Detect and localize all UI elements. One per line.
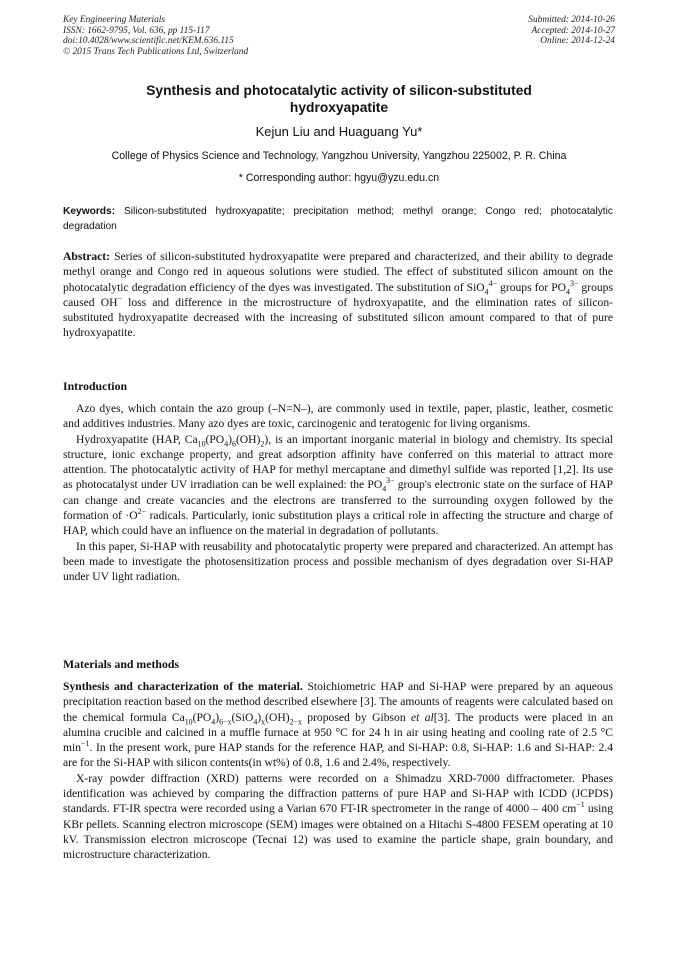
intro-p2-sub: 4: [224, 438, 229, 448]
copyright-line: © 2015 Trans Tech Publications Ltd, Switzerland: [63, 46, 249, 57]
methods-p1-sub: 4: [253, 716, 258, 726]
methods-p2-text: using KBr pellets. Scanning electron microscope (SEM) images were obtained on a Hitachi S-4800 FESEM operating at 10 kV. Transmission electron microscope (Tecnai 12) was used to examine the particle shape, grain boundary, and microstructure characterization.: [63, 802, 613, 862]
intro-p2-text: (PO: [205, 432, 225, 446]
intro-p2-text: Hydroxyapatite (HAP, Ca: [76, 432, 198, 446]
abstract: [63, 249, 613, 341]
corresponding-author[interactable]: * Corresponding author: hgyu@yzu.edu.cn: [238, 172, 440, 184]
intro-p2-sup: 3−: [386, 476, 395, 486]
accepted-date: Accepted: 2014-10-27: [531, 25, 615, 36]
methods-p1-sub: 2−x: [289, 716, 302, 726]
intro-p2-text: (OH): [235, 432, 261, 446]
keywords-text: Silicon-substituted hydroxyapatite; precipitation method; methyl orange; Congo red; photocatalytic degradation: [63, 206, 613, 232]
online-date: Online: 2014-12-24: [540, 36, 615, 47]
doi-line[interactable]: doi:10.4028/www.scientific.net/KEM.636.115: [63, 36, 234, 47]
intro-p2-text: ), is an important inorganic material in biology and chemistry. Its special structure, ionic exchange property, and great adsorption affinity have conferred on this material to attract more attention. The photocatalytic activity of HAP for methyl mercaptane and dimethyl sulfide was reported [1,2]. Its use as photocatalyst under UV irradiation can be well explained: the PO: [63, 432, 613, 492]
methods-p1-sub: 6−x: [219, 716, 232, 726]
methods-heading: Materials and methods: [63, 657, 179, 671]
intro-p2-sub: 4: [382, 484, 387, 494]
keywords: [63, 205, 613, 234]
methods-body: [63, 679, 613, 863]
methods-p1-text: (SiO: [231, 710, 254, 724]
title-line-2: hydroxyapatite: [289, 100, 389, 115]
issn-line: ISSN: 1662-9795, Vol. 636, pp 115-117: [63, 25, 210, 36]
dates-info: [528, 15, 615, 47]
methods-p2-sup: −1: [576, 800, 585, 810]
authors: Kejun Liu and Huaguang Yu*: [255, 124, 423, 139]
methods-p1-text: Stoichiometric HAP and Si-HAP were prepared by an aqueous precipitation reaction based on the method described elsewhere [3]. The amounts of reagents were calculated based on the chemical formula Ca: [63, 680, 613, 724]
abstract-label: Abstract:: [63, 250, 111, 263]
intro-paragraph-2: [63, 432, 613, 539]
methods-p1-text: (PO: [192, 710, 212, 724]
intro-p2-sub: 2: [260, 438, 265, 448]
methods-p1-text: . In the present work, pure HAP stands for the reference HAP, and Si-HAP: 0.8, Si-HAP: 1.6 and Si-HAP: 2.4 are for the Si-HAP with silicon contents(in wt%) of 0.8, 1.6 and 2.4%, respectively.: [63, 741, 613, 770]
methods-p1-text: ): [257, 710, 262, 724]
intro-p2-text: radicals. Particularly, ionic substitution plays a critical role in affecting the structure and charge of HAP, which could have an influence on the material in degradation of pollutants.: [63, 509, 613, 538]
introduction-body: [63, 401, 613, 585]
abstract-sup-2: 3−: [569, 278, 579, 288]
intro-paragraph-3: In this paper, Si-HAP with reusability and photocatalytic property were prepared and characterized. An attempt has been made to investigate the photosensitization process and possible mechanism of dyes degradation over Si-HAP under UV light radiation.: [63, 539, 613, 584]
abstract-text-1: Series of silicon-substituted hydroxyapatite were prepared and characterized, and their ability to degrade methyl orange and Congo red in aqueous solutions were studied. The effect of substituted silicon amount on the photocatalytic degradation efficiency of the dyes was investigated. The substitution of SiO: [63, 250, 614, 294]
methods-p2-text: X-ray powder diffraction (XRD) patterns were recorded on a Shimadzu XRD-7000 diffractometer. Phases identification was achieved by comparing the diffraction patterns of pure HAP and Si-HAP with ICDD (JCPDS) standards. FT-IR spectra were recorded using a Varian 670 FT-IR spectrometer in the range of 4000 – 400 cm: [63, 771, 613, 816]
intro-p2-sub: 10: [197, 438, 206, 448]
paper-title: [63, 82, 615, 116]
introduction-heading: Introduction: [63, 379, 128, 393]
intro-p2-text: group's electronic state on the surface of HAP can change and create vacancies and the electrons are transferred to the surrounding oxygen followed by the formation of ·O: [63, 478, 613, 523]
abstract-text-2: groups for PO: [497, 280, 567, 294]
methods-p1-sup: −1: [81, 739, 90, 749]
methods-p1-text: [3]. The products were placed in an alumina crucible and calcined in a muffle furnace at 950 °C for 24 h in air using heating and cooling rate of 2.5 °C min: [63, 710, 613, 755]
submitted-date: Submitted: 2014-10-26: [528, 15, 615, 25]
intro-p2-sup: 2−: [137, 507, 147, 517]
intro-p2-text: ): [228, 432, 232, 446]
methods-p1-text: (OH): [265, 710, 290, 724]
methods-p1-text: ): [215, 710, 220, 724]
journal-name: Key Engineering Materials: [63, 15, 166, 25]
methods-paragraph-2: [63, 771, 613, 863]
journal-info: [63, 15, 248, 57]
intro-paragraph-1: Azo dyes, which contain the azo group (–N=N–), are commonly used in textile, paper, plastic, leather, cosmetic and additives industries. Many azo dyes are toxic, carcinogenic and teratogenic for living organisms.: [63, 402, 613, 431]
abstract-sub-2: 4: [566, 286, 570, 296]
methods-p1-sub: x: [261, 716, 266, 726]
abstract-text-4: loss and difference in the microstructure of hydroxyapatite, and the elimination rates of silicon-substituted hydroxyapatite decreased with the increasing of substituted silicon amount compared to that of pure hydroxyapatite.: [63, 295, 614, 340]
abstract-sub-1: 4: [484, 286, 489, 296]
methods-p1-text: proposed by Gibson: [301, 710, 412, 724]
affiliation: College of Physics Science and Technology, Yangzhou University, Yangzhou 225002, P. R. China: [111, 150, 567, 162]
methods-p1-etal: et al: [411, 710, 434, 724]
abstract-sup-1: 4−: [488, 278, 497, 288]
methods-lead: Synthesis and characterization of the material.: [63, 680, 303, 693]
methods-p1-sub: 10: [184, 716, 193, 726]
methods-p1-sub: 4: [211, 716, 216, 726]
keywords-label: Keywords:: [63, 206, 116, 217]
abstract-text-3: groups caused OH: [63, 280, 613, 309]
title-line-1: Synthesis and photocatalytic activity of silicon-substituted: [146, 83, 532, 98]
abstract-sup-3: −: [117, 294, 122, 304]
methods-paragraph-1: [63, 679, 613, 771]
intro-p2-sub: 6: [232, 438, 236, 448]
